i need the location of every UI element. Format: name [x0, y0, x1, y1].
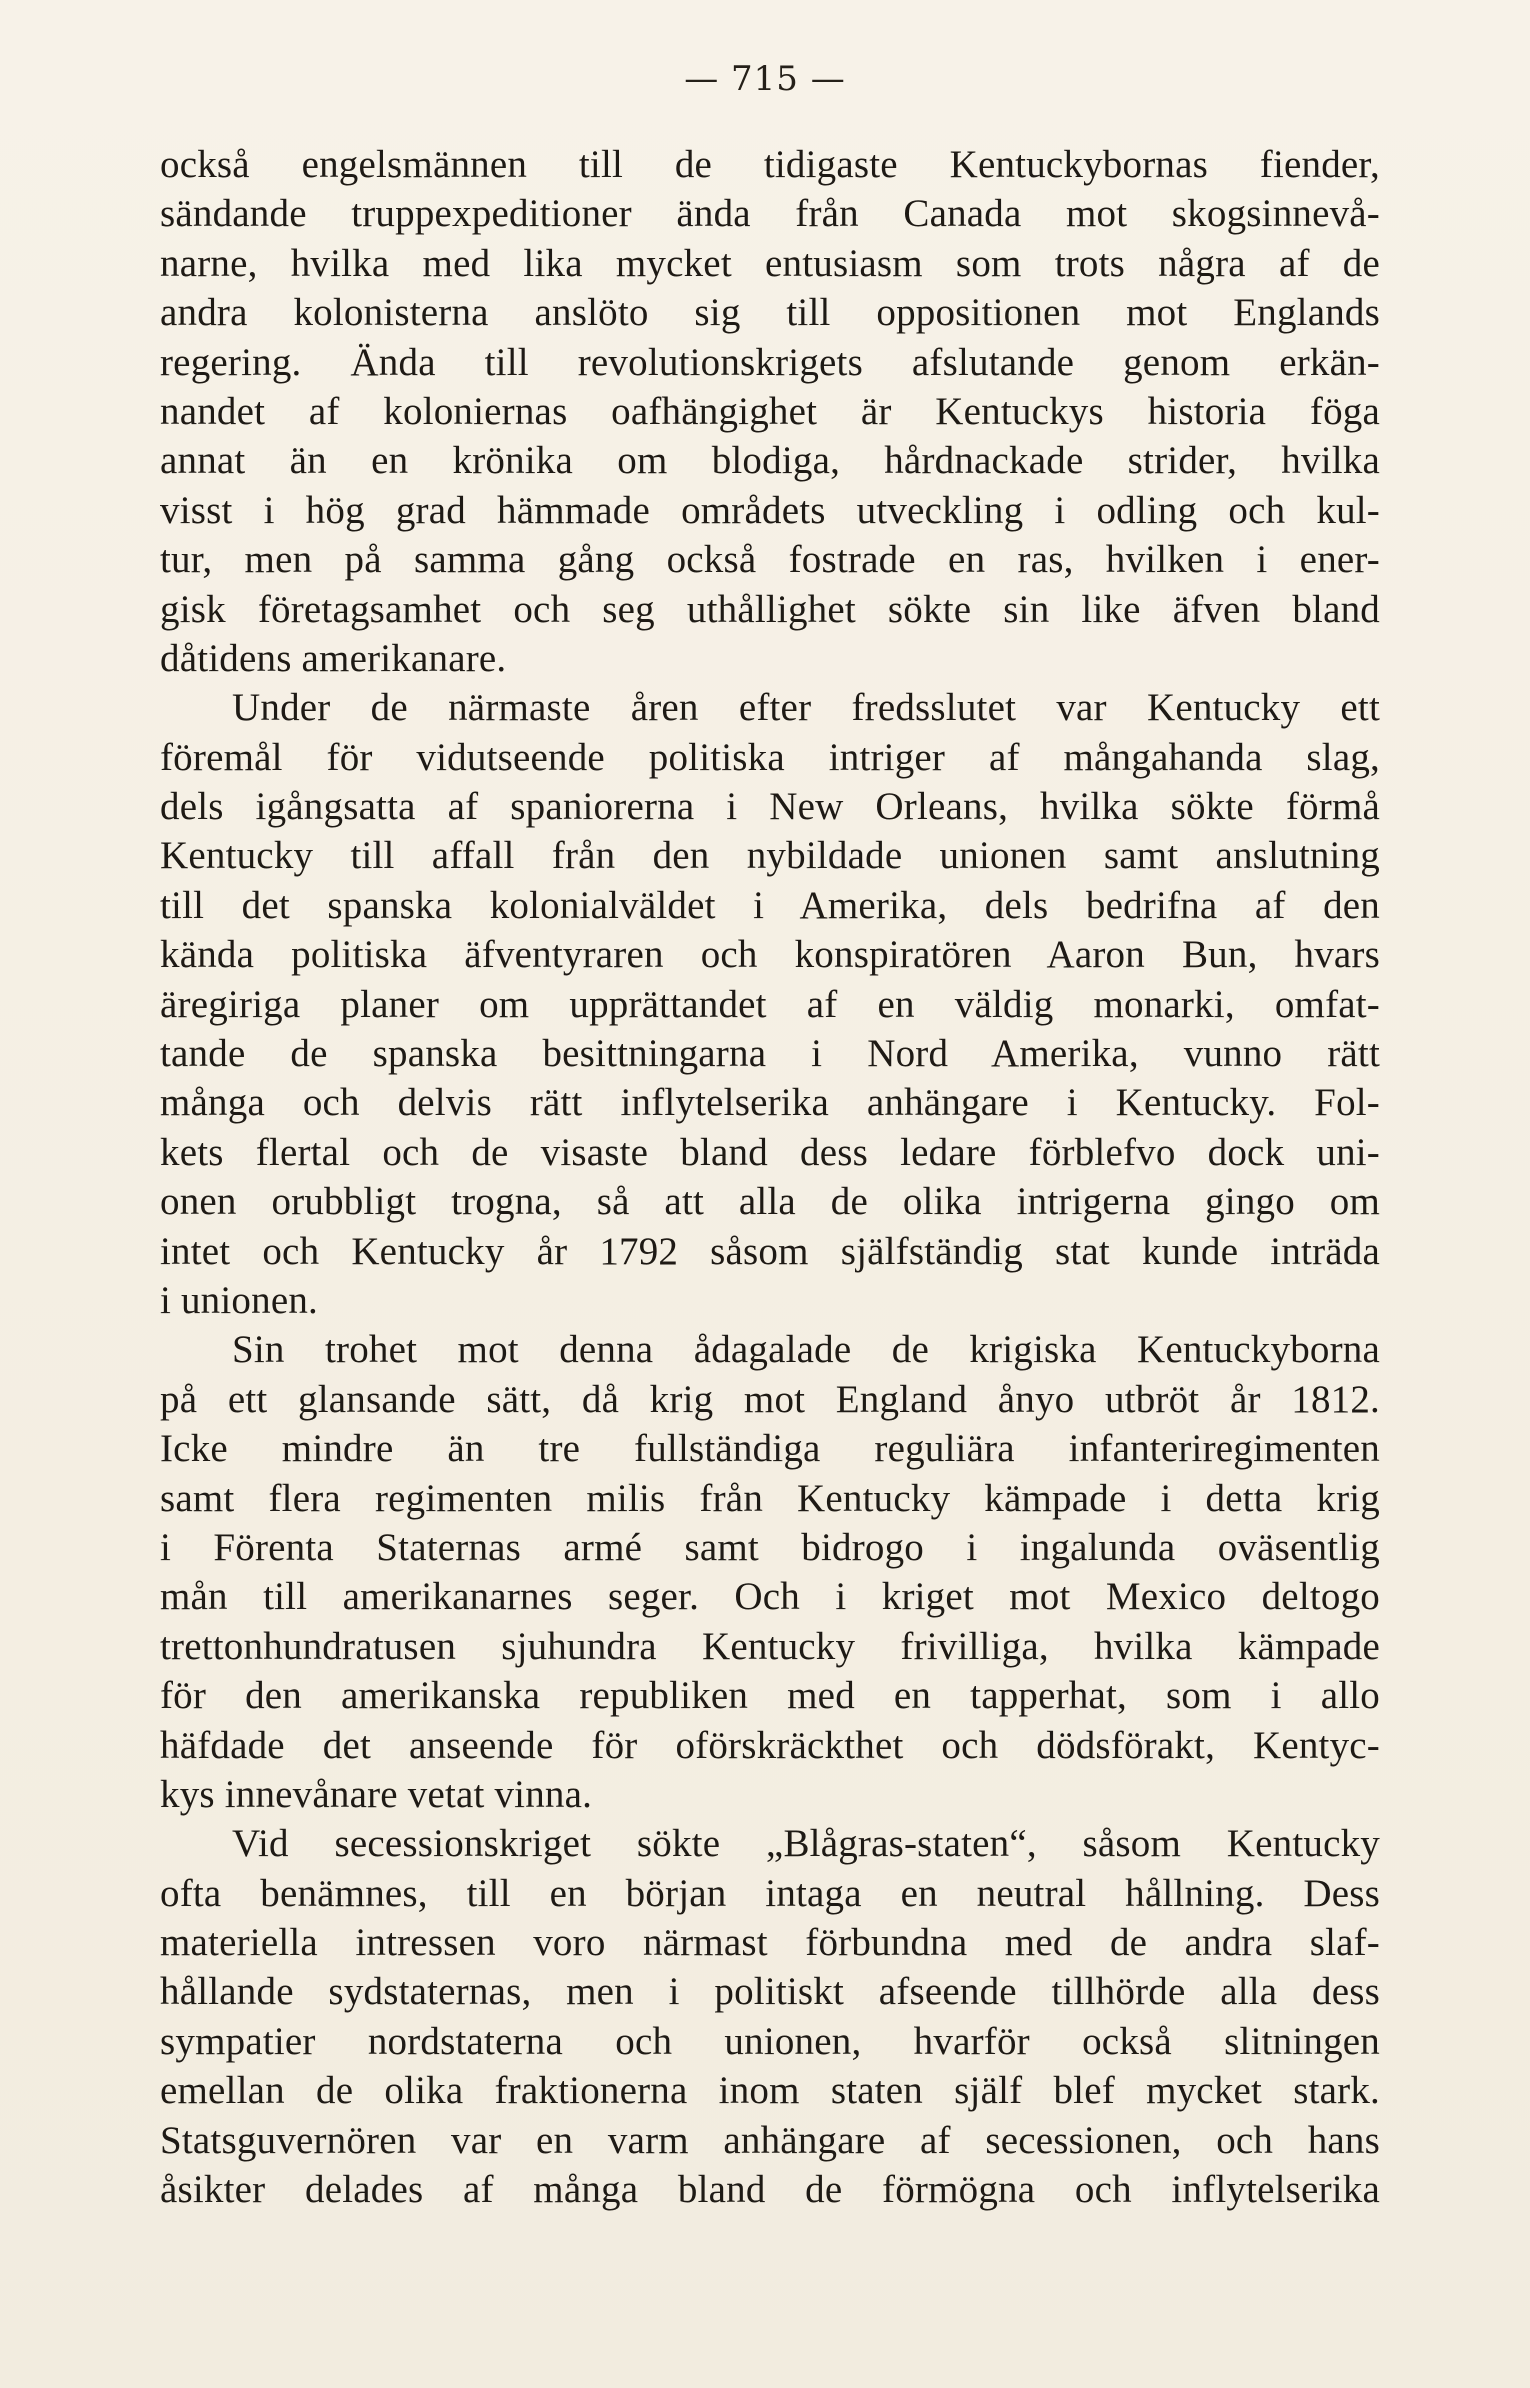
text-line: i Förenta Staternas armé samt bidrogo i ingalunda oväsentlig: [160, 1525, 1380, 1569]
text-line: nandet af koloniernas oafhängighet är Kentuckys historia föga: [160, 389, 1380, 433]
text-line: intet och Kentucky år 1792 såsom själfständig stat kunde inträda: [160, 1229, 1380, 1273]
page-number: — 715 —: [684, 59, 846, 99]
text-line: mån till amerikanarnes seger. Och i kriget mot Mexico deltogo: [160, 1575, 1380, 1619]
text-line: Icke mindre än tre fullständiga reguliära infanteriregimenten: [160, 1427, 1380, 1471]
paragraph-start-line: Vid secessionskriget sökte „Blågras-staten“, såsom Kentucky: [232, 1822, 1380, 1866]
text-line: på ett glansande sätt, då krig mot England ånyo utbröt år 1812.: [160, 1377, 1380, 1421]
text-line: regering. Ända till revolutionskrigets afslutande genom erkän-: [160, 340, 1380, 384]
text-line: hållande sydstaternas, men i politiskt afseende tillhörde alla dess: [160, 1970, 1380, 2014]
text-line: onen orubbligt trogna, så att alla de olika intrigerna gingo om: [160, 1180, 1380, 1224]
text-line: tande de spanska besittningarna i Nord Amerika, vunno rätt: [160, 1032, 1380, 1076]
text-line: kända politiska äfventyraren och konspiratören Aaron Bun, hvars: [160, 933, 1380, 977]
paragraph-start-line: Under de närmaste åren efter fredsslutet var Kentucky ett: [232, 686, 1380, 730]
text-line: till det spanska kolonialväldet i Amerika, dels bedrifna af den: [160, 883, 1380, 927]
text-line: många och delvis rätt inflytelserika anhängare i Kentucky. Fol-: [160, 1081, 1380, 1125]
text-line: materiella intressen voro närmast förbundna med de andra slaf-: [160, 1921, 1380, 1965]
text-line: ofta benämnes, till en början intaga en neutral hållning. Dess: [160, 1871, 1380, 1915]
body-text: [160, 140, 1380, 2214]
text-line: Statsguvernören var en varm anhängare af secessionen, och hans: [160, 2118, 1380, 2162]
text-line: sändande truppexpeditioner ända från Canada mot skogsinnevå-: [160, 192, 1380, 236]
text-line: dels igångsatta af spaniorerna i New Orleans, hvilka sökte förmå: [160, 785, 1380, 829]
text-line: visst i hög grad hämmade områdets utveckling i odling och kul-: [160, 488, 1380, 532]
text-line: också engelsmännen till de tidigaste Kentuckybornas fiender,: [160, 143, 1380, 186]
text-line: narne, hvilka med lika mycket entusiasm som trots några af de: [160, 241, 1380, 285]
text-line: föremål för vidutseende politiska intriger af mångahanda slag,: [160, 735, 1380, 779]
text-line: Kentucky till affall från den nybildade unionen samt anslutning: [160, 834, 1380, 878]
text-line: kets flertal och de visaste bland dess ledare förblefvo dock uni-: [160, 1130, 1380, 1174]
text-line: gisk företagsamhet och seg uthållighet sökte sin like äfven bland: [160, 587, 1380, 631]
text-line: tur, men på samma gång också fostrade en ras, hvilken i ener-: [160, 538, 1380, 582]
text-line: andra kolonisterna anslöto sig till oppositionen mot Englands: [160, 291, 1380, 335]
paragraph-end-line: dåtidens amerikanare.: [160, 636, 507, 680]
text-line: häfdade det anseende för oförskräckthet och dödsförakt, Kentyc-: [160, 1723, 1380, 1767]
text-line: äregiriga planer om upprättandet af en väldig monarki, omfat-: [160, 982, 1380, 1026]
text-line: emellan de olika fraktionerna inom staten själf blef mycket stark.: [160, 2069, 1380, 2113]
text-line: åsikter delades af många bland de förmögna och inflytelserika: [160, 2168, 1380, 2212]
text-line: trettonhundratusen sjuhundra Kentucky frivilliga, hvilka kämpade: [160, 1624, 1380, 1668]
paragraph-start-line: Sin trohet mot denna ådagalade de krigiska Kentuckyborna: [232, 1328, 1380, 1372]
text-line: sympatier nordstaterna och unionen, hvarför också slitningen: [160, 2019, 1380, 2063]
text-line: för den amerikanska republiken med en tapperhat, som i allo: [160, 1674, 1380, 1718]
text-line: samt flera regimenten milis från Kentucky kämpade i detta krig: [160, 1476, 1380, 1520]
paragraph-end-line: kys innevånare vetat vinna.: [160, 1772, 593, 1816]
paragraph-end-line: i unionen.: [160, 1278, 318, 1322]
text-line: annat än en krönika om blodiga, hårdnackade strider, hvilka: [160, 439, 1380, 483]
